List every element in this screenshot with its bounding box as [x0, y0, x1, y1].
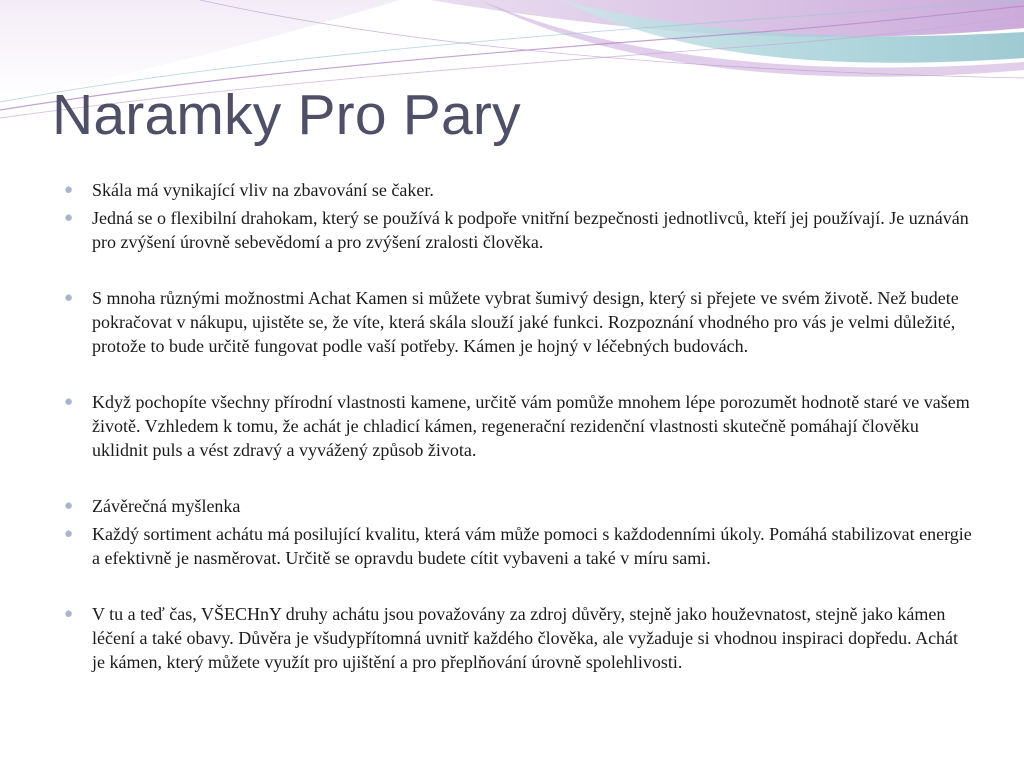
bullet-list: [64, 178, 972, 674]
bullet-item: [64, 206, 972, 254]
bullet-dot-icon: ●: [64, 498, 74, 514]
bullet-text: Každý sortiment achátu má posilující kvalitu, která vám může pomoci s každodenními úkoly. Pomáhá stabilizovat energie a efektivně je nasměrovat. Určitě se opravdu budete cítit vybaveni a také v míru sami.: [92, 524, 972, 568]
bullet-item: [64, 286, 972, 358]
bullet-text: S mnoha různými možnostmi Achat Kamen si můžete vybrat šumivý design, který si přejete ve svém životě. Než budete pokračovat v nákupu, ujistěte se, že víte, která skála slouží jaké funkci. Rozpoznání vhodného pro vás je velmi důležité, protože to bude určitě fungovat podle vaší potřeby. Kámen je hojný v léčebných budovách.: [92, 288, 959, 356]
bullet-text: Když pochopíte všechny přírodní vlastnosti kamene, určitě vám pomůže mnohem lépe porozumět hodnotě staré ve vašem životě. Vzhledem k tomu, že achát je chladicí kámen, regenerační rezidenční vlastnosti skutečně pomáhají člověku uklidnit puls a vést zdravý a vyvážený způsob života.: [92, 392, 970, 460]
bullet-item: [64, 390, 972, 462]
bullet-item: [64, 602, 972, 674]
bullet-text: Jedná se o flexibilní drahokam, který se používá k podpoře vnitřní bezpečnosti jednotlivců, kteří jej používají. Je uznáván pro zvýšení úrovně sebevědomí a pro zvýšení zralosti člověka.: [92, 208, 969, 252]
bullet-dot-icon: ●: [64, 182, 74, 198]
bullet-dot-icon: ●: [64, 606, 74, 622]
bullet-dot-icon: ●: [64, 210, 74, 226]
bullet-item: [64, 494, 972, 518]
bullet-dot-icon: ●: [64, 526, 74, 542]
bullet-item: [64, 178, 972, 202]
bullet-item: [64, 522, 972, 570]
bullet-text: V tu a teď čas, VŠECHnY druhy achátu jsou považovány za zdroj důvěry, stejně jako houževnatost, stejně jako kámen léčení a také obavy. Důvěra je všudypřítomná uvnitř každého člověka, ale vyžaduje si vhodnou inspiraci dopředu. Achát je kámen, který můžete využít pro ujištění a pro přeplňování úrovně spolehlivosti.: [92, 604, 959, 672]
bullet-text: Skála má vynikající vliv na zbavování se čaker.: [92, 180, 434, 200]
bullet-dot-icon: ●: [64, 394, 74, 410]
bullet-dot-icon: ●: [64, 290, 74, 306]
bullet-text: Závěrečná myšlenka: [92, 496, 241, 516]
slide-title: Naramky Pro Pary: [52, 83, 521, 147]
